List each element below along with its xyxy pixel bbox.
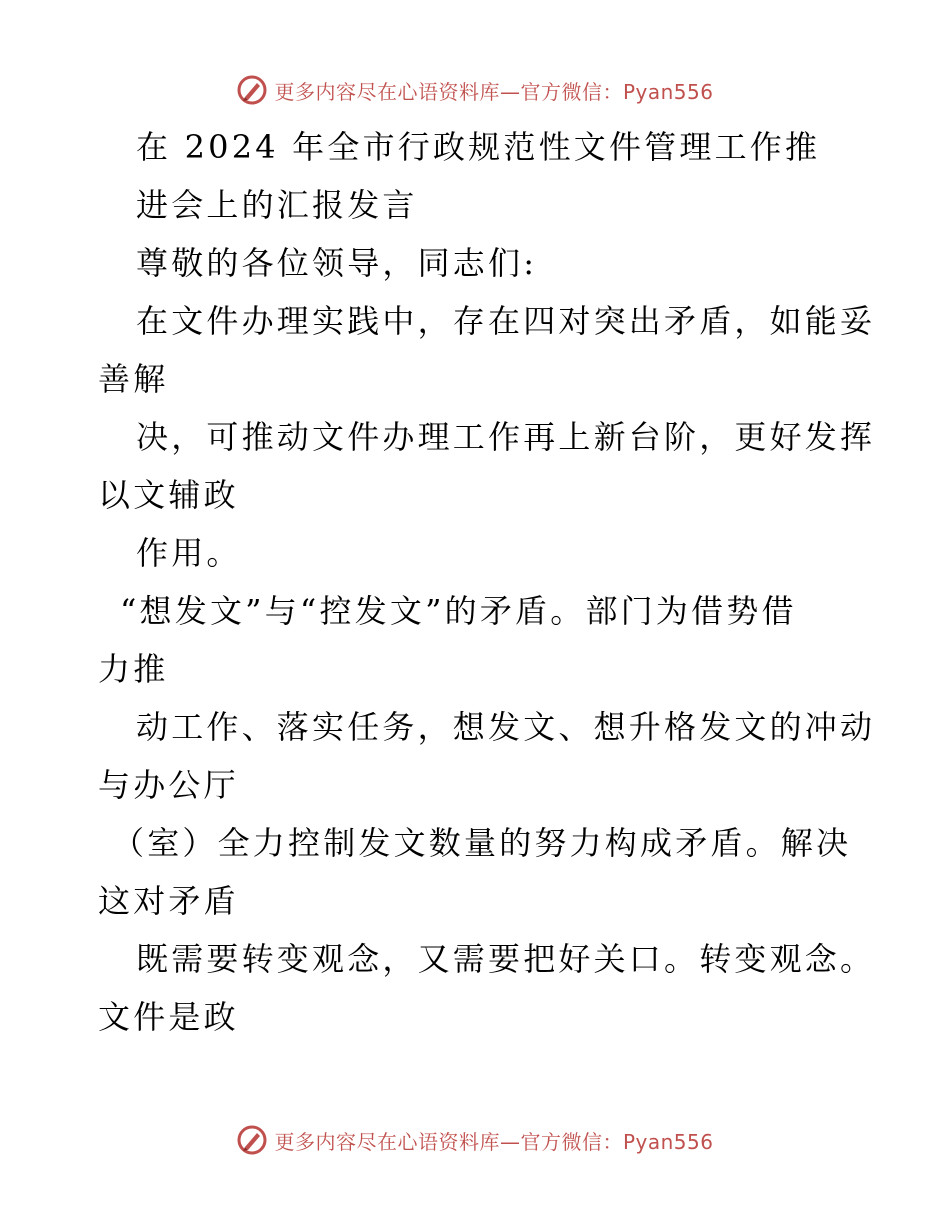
paragraph-line: “想发文”与“控发文”的矛盾。部门为借势借 — [120, 592, 797, 630]
footer-banner — [0, 1120, 950, 1160]
footer-banner-text: 更多内容尽在心语资料库—官方微信：Pyan556 — [274, 1129, 714, 1154]
header-banner — [0, 70, 950, 110]
paragraph-line: 决，可推动文件办理工作再上新台阶，更好发挥 — [136, 418, 876, 456]
paragraph-line: 善解 — [98, 360, 169, 398]
header-banner-text: 更多内容尽在心语资料库—官方微信：Pyan556 — [274, 79, 714, 104]
paragraph-line: 既需要转变观念，又需要把好关口。转变观念。 — [136, 940, 876, 978]
pen-logo-icon — [236, 74, 268, 106]
title-line-1: 在 2024 年全市行政规范性文件管理工作推 — [136, 128, 821, 166]
pen-logo-icon — [236, 1124, 268, 1156]
paragraph-line: 动工作、落实任务，想发文、想升格发文的冲动 — [136, 708, 876, 746]
paragraph-line: 与办公厅 — [98, 766, 239, 804]
paragraph-line: 作用。 — [136, 534, 242, 572]
paragraph-line: 这对矛盾 — [98, 882, 239, 920]
salutation: 尊敬的各位领导，同志们: — [136, 244, 538, 282]
paragraph-line: 文件是政 — [98, 998, 239, 1036]
title-line-2: 进会上的汇报发言 — [136, 186, 418, 224]
paragraph-line: 在文件办理实践中，存在四对突出矛盾，如能妥 — [136, 302, 876, 340]
paragraph-line: 以文辅政 — [98, 476, 239, 514]
paragraph-line: （室）全力控制发文数量的努力构成矛盾。解决 — [112, 824, 852, 862]
paragraph-line: 力推 — [98, 650, 169, 688]
